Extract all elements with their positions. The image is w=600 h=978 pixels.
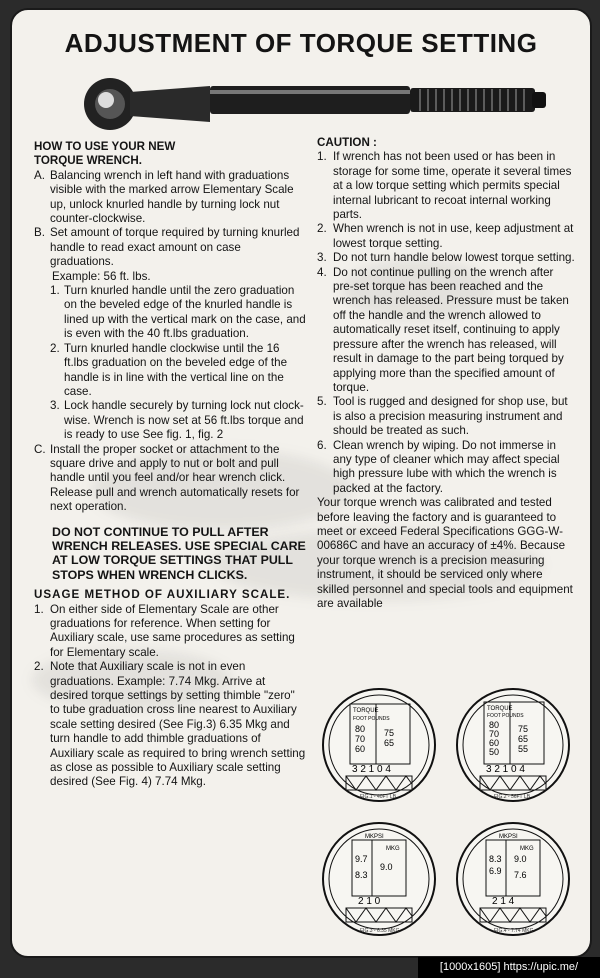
step-2: 2. Turn knurled handle clockwise until the 16 ft.lbs graduation on the beveled edge of the handle is in line with the vertical line on the case.: [50, 341, 288, 398]
fig4-unit: MKG: [520, 846, 534, 852]
torque-wrench-illustration: [70, 70, 550, 130]
fig1-mark-1: 70: [355, 734, 366, 744]
how-to-item-c: C. Install the proper socket or attachment to the square drive and apply to nut or bolt and pull handle until you feel and/or hear wrench click. Release pull and wrench automatically resets for next operation.: [34, 442, 300, 514]
fig1-side-0: 75: [384, 728, 395, 738]
fig4-caption: FIG.4 - 7.74 MKG: [494, 928, 534, 934]
fig3-caption: FIG.3 - 6.35 MKG: [360, 928, 400, 934]
fig2-unit: FOOT POUNDS: [487, 713, 524, 719]
fig4-mark-0: 8.3: [489, 854, 502, 864]
fig2-mark-2: 60: [489, 738, 500, 748]
how-to-item-b: B. Set amount of torque required by turning knurled handle to read exact amount on case graduations.: [34, 226, 300, 269]
figure-4-gauge: [454, 820, 572, 938]
caution-item-5: 5. Tool is rugged and designed for shop use, but is also a precision measuring instrument and should be treated as such.: [317, 395, 568, 438]
fig3-side-0: 9.0: [380, 862, 393, 872]
left-column: [34, 140, 306, 790]
fig1-top: TORQUE: [353, 708, 379, 714]
figure-3-gauge: [320, 820, 438, 938]
caution-item-1: 1. If wrench has not been used or has been in storage for some time, operate it several times at a low torque setting which permits special internal lubricant to recoat internal working parts.: [317, 150, 572, 222]
warning-block: DO NOT CONTINUE TO PULL AFTER WRENCH RELEASES. USE SPECIAL CARE AT LOW TORQUE SETTINGS THAT PULL STOPS WHEN WRENCH CLICKS.: [52, 524, 306, 582]
fig1-side-1: 65: [384, 738, 395, 748]
fig3-scale: 2 1 0: [358, 896, 381, 907]
fig2-top: TORQUE: [487, 706, 513, 712]
image-host-footer: [1000x1605] https://upic.me/: [418, 957, 600, 978]
fig2-side-1: 65: [518, 734, 529, 744]
how-to-heading-2: TORQUE WRENCH.: [34, 154, 142, 168]
fig1-mark-0: 80: [355, 724, 366, 734]
fig3-top: MKPSI: [365, 834, 384, 840]
figure-1-gauge: [320, 686, 438, 804]
fig1-scale: 3 2 1 0 4: [352, 764, 391, 775]
caution-item-3: 3. Do not turn handle below lowest torque setting.: [317, 251, 575, 265]
caution-heading: CAUTION :: [317, 136, 377, 149]
step-1: 1. Turn knurled handle until the zero graduation on the beveled edge of the knurled handle is lined up with the vertical mark on the case, and is even with the 40 ft.lbs graduation.: [50, 284, 306, 341]
fig4-top: MKPSI: [499, 834, 518, 840]
fig2-mark-1: 70: [489, 729, 500, 739]
right-column: [317, 136, 577, 611]
fig3-unit: MKG: [386, 846, 400, 852]
instruction-sheet: [10, 8, 592, 958]
caution-item-6: 6. Clean wrench by wiping. Do not immerse in any type of cleaner which may affect special high pressure lube with which the wrench is packed at the factory.: [317, 438, 560, 495]
fig4-mark-1: 6.9: [489, 866, 502, 876]
fig2-mark-3: 50: [489, 747, 500, 757]
fig3-mark-0: 9.7: [355, 854, 368, 864]
figure-2-gauge: [454, 686, 572, 804]
fig4-side-0: 9.0: [514, 854, 527, 864]
step-3: 3. Lock handle securely by turning lock nut clock-wise. Wrench is now set at 56 ft.lbs torque and is ready to use See fig. 1, fig. 2: [50, 399, 304, 442]
page-title: ADJUSTMENT OF TORQUE SETTING: [64, 28, 538, 58]
fig1-unit: FOOT POUNDS: [353, 716, 390, 722]
fig2-mark-0: 80: [489, 720, 500, 730]
fig4-side-1: 7.6: [514, 870, 527, 880]
caution-item-4: 4. Do not continue pulling on the wrench after pre-set torque has been reached and the wrench has released. Pressure must be taken off the handle and the wrench allowed to automatically reset itself, continuing to apply pressure after the wrench has released, will result in damage to the part being torqued by applying more than the specified amount of torque.: [317, 265, 569, 394]
fig2-scale: 3 2 1 0 4: [486, 764, 525, 775]
fig2-side-2: 55: [518, 744, 529, 754]
example-line: Example: 56 ft. lbs.: [52, 269, 151, 283]
usage-item-2: 2. Note that Auxiliary scale is not in even graduations. Example: 7.74 Mkg. Arrive at desired torque settings by setting thimble "zero" to tube graduation cross line nearest to Auxiliary scale setting desired (See Fig.3) 6.35 Mkg and turn handle to add thimble graduations of Auxiliary scale as required to bring wrench setting as close as possible to Auxiliary scale setting desired (See Fig. 4) 7.74 Mkg.: [34, 660, 306, 789]
scale-figures: [312, 680, 580, 950]
fig1-caption: FIG.1 - 40FT LB: [360, 794, 397, 800]
caution-item-2: 2. When wrench is not in use, keep adjustment at lowest torque setting.: [317, 222, 574, 250]
how-to-item-a: A. Balancing wrench in left hand with graduations visible with the marked arrow Elementary Scale up, unlock knurled handle by turning lock nut counter-clockwise.: [34, 168, 294, 226]
usage-item-1: 1. On either side of Elementary Scale are other graduations for reference. When setting for Auxiliary scale, use same procedures as setting for Elementary scale.: [34, 602, 295, 659]
fig2-caption: FIG.2 - 56FT LB: [494, 794, 531, 800]
fig2-side-0: 75: [518, 724, 529, 734]
fig4-scale: 2 1 4: [492, 896, 515, 907]
usage-heading: USAGE METHOD OF AUXILIARY SCALE.: [34, 588, 291, 602]
fig1-mark-2: 60: [355, 744, 366, 754]
calibration-paragraph: Your torque wrench was calibrated and tested before leaving the factory and is guaranteed to meet or exceed Federal Specifications GGG-W-00686C and have an accuracy of ±4%. Because your torque wrench is a precision measuring instrument, it should be serviced only where skilled personnel and special tools and equipment are available: [317, 496, 573, 610]
how-to-heading-1: HOW TO USE YOUR NEW: [34, 140, 176, 153]
fig3-mark-1: 8.3: [355, 870, 368, 880]
